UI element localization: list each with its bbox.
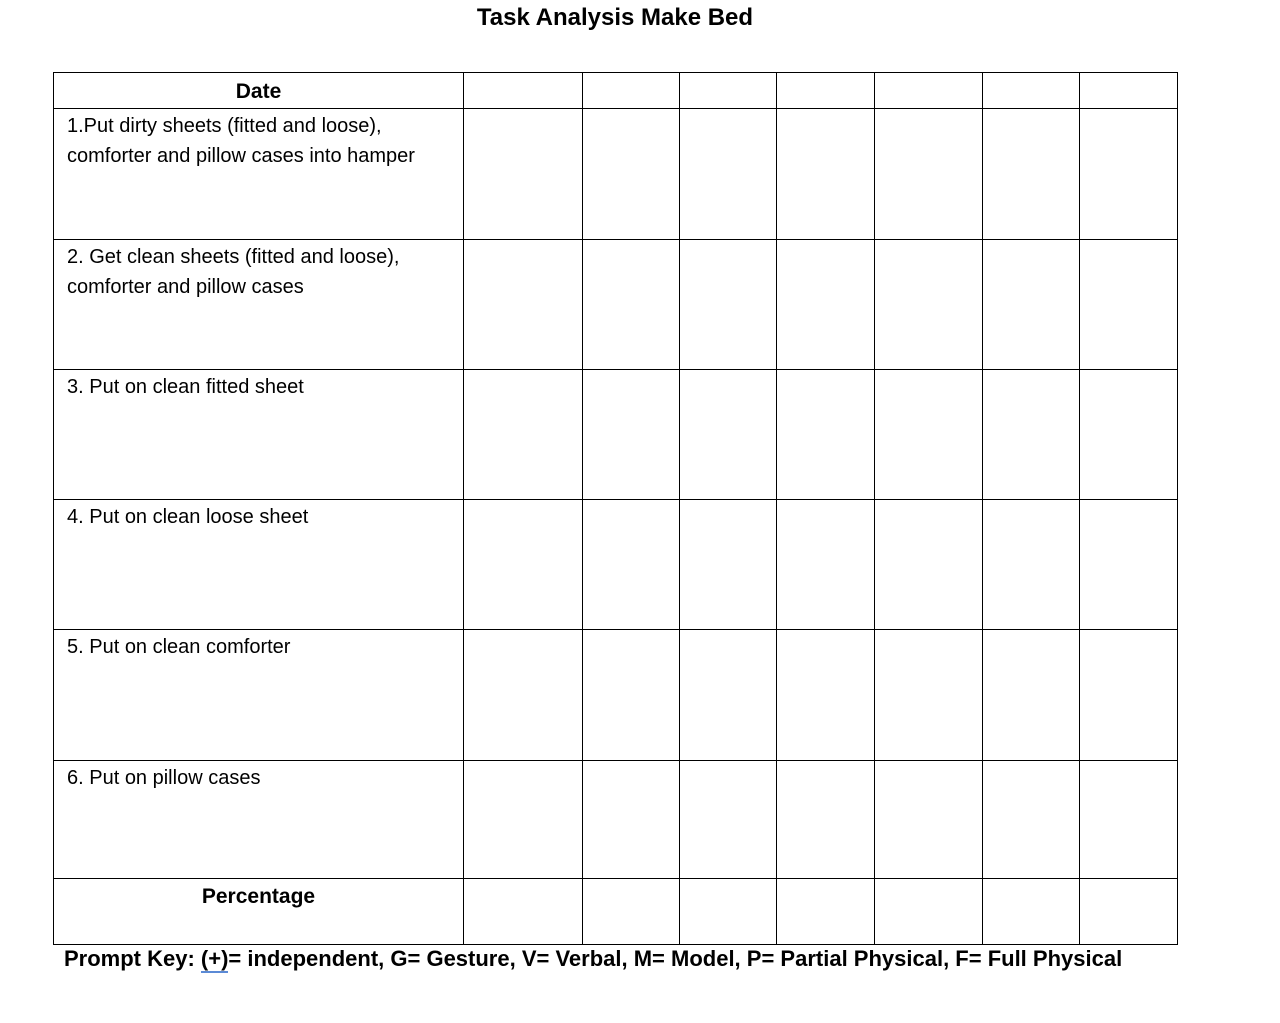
date-cell[interactable] xyxy=(583,73,680,109)
score-cell[interactable] xyxy=(464,761,583,879)
score-cell[interactable] xyxy=(464,630,583,761)
score-cell[interactable] xyxy=(464,109,583,240)
percentage-cell[interactable] xyxy=(983,879,1080,945)
date-cell[interactable] xyxy=(464,73,583,109)
score-cell[interactable] xyxy=(1080,500,1178,630)
score-cell[interactable] xyxy=(1080,630,1178,761)
score-cell[interactable] xyxy=(680,630,777,761)
independent-symbol: (+) xyxy=(200,946,229,971)
step-label: 2. Get clean sheets (fitted and loose), comforter and pillow cases xyxy=(54,240,464,370)
step-label: 4. Put on clean loose sheet xyxy=(54,500,464,630)
score-cell[interactable] xyxy=(464,500,583,630)
score-cell[interactable] xyxy=(983,109,1080,240)
score-cell[interactable] xyxy=(583,240,680,370)
score-cell[interactable] xyxy=(1080,240,1178,370)
score-cell[interactable] xyxy=(1080,370,1178,500)
step-row xyxy=(54,630,1178,761)
prompt-key xyxy=(64,944,1122,974)
score-cell[interactable] xyxy=(777,500,875,630)
score-cell[interactable] xyxy=(983,500,1080,630)
percentage-cell[interactable] xyxy=(777,879,875,945)
score-cell[interactable] xyxy=(777,630,875,761)
score-cell[interactable] xyxy=(875,370,983,500)
date-row xyxy=(54,73,1178,109)
score-cell[interactable] xyxy=(875,109,983,240)
document-title: Task Analysis Make Bed xyxy=(476,4,754,31)
step-row xyxy=(54,109,1178,240)
score-cell[interactable] xyxy=(777,761,875,879)
score-cell[interactable] xyxy=(777,370,875,500)
date-cell[interactable] xyxy=(983,73,1080,109)
step-label: 5. Put on clean comforter xyxy=(54,630,464,761)
score-cell[interactable] xyxy=(583,370,680,500)
percentage-cell[interactable] xyxy=(680,879,777,945)
score-cell[interactable] xyxy=(875,630,983,761)
score-cell[interactable] xyxy=(464,370,583,500)
score-cell[interactable] xyxy=(583,500,680,630)
score-cell[interactable] xyxy=(875,761,983,879)
date-cell[interactable] xyxy=(1080,73,1178,109)
step-row xyxy=(54,370,1178,500)
percentage-cell[interactable] xyxy=(875,879,983,945)
step-label: 3. Put on clean fitted sheet xyxy=(54,370,464,500)
score-cell[interactable] xyxy=(1080,761,1178,879)
percentage-label: Percentage xyxy=(54,879,464,945)
score-cell[interactable] xyxy=(875,500,983,630)
percentage-row xyxy=(54,879,1178,945)
score-cell[interactable] xyxy=(464,240,583,370)
score-cell[interactable] xyxy=(680,370,777,500)
score-cell[interactable] xyxy=(983,630,1080,761)
date-cell[interactable] xyxy=(777,73,875,109)
score-cell[interactable] xyxy=(583,630,680,761)
score-cell[interactable] xyxy=(680,240,777,370)
prompt-key-label: Prompt Key: xyxy=(64,946,201,971)
percentage-cell[interactable] xyxy=(583,879,680,945)
percentage-cell[interactable] xyxy=(1080,879,1178,945)
step-row xyxy=(54,761,1178,879)
step-row xyxy=(54,500,1178,630)
score-cell[interactable] xyxy=(983,761,1080,879)
score-cell[interactable] xyxy=(983,240,1080,370)
date-cell[interactable] xyxy=(680,73,777,109)
percentage-cell[interactable] xyxy=(464,879,583,945)
step-label: 1.Put dirty sheets (fitted and loose), comforter and pillow cases into hamper xyxy=(54,109,464,240)
score-cell[interactable] xyxy=(983,370,1080,500)
score-cell[interactable] xyxy=(680,761,777,879)
date-cell[interactable] xyxy=(875,73,983,109)
score-cell[interactable] xyxy=(777,109,875,240)
score-cell[interactable] xyxy=(875,240,983,370)
score-cell[interactable] xyxy=(777,240,875,370)
step-row xyxy=(54,240,1178,370)
score-cell[interactable] xyxy=(680,500,777,630)
step-label: 6. Put on pillow cases xyxy=(54,761,464,879)
score-cell[interactable] xyxy=(1080,109,1178,240)
score-cell[interactable] xyxy=(680,109,777,240)
date-header: Date xyxy=(54,73,464,109)
task-analysis-table xyxy=(53,72,1178,945)
prompt-key-definitions: = independent, G= Gesture, V= Verbal, M= Model, P= Partial Physical, F= Full Physical xyxy=(228,946,1123,971)
score-cell[interactable] xyxy=(583,109,680,240)
score-cell[interactable] xyxy=(583,761,680,879)
